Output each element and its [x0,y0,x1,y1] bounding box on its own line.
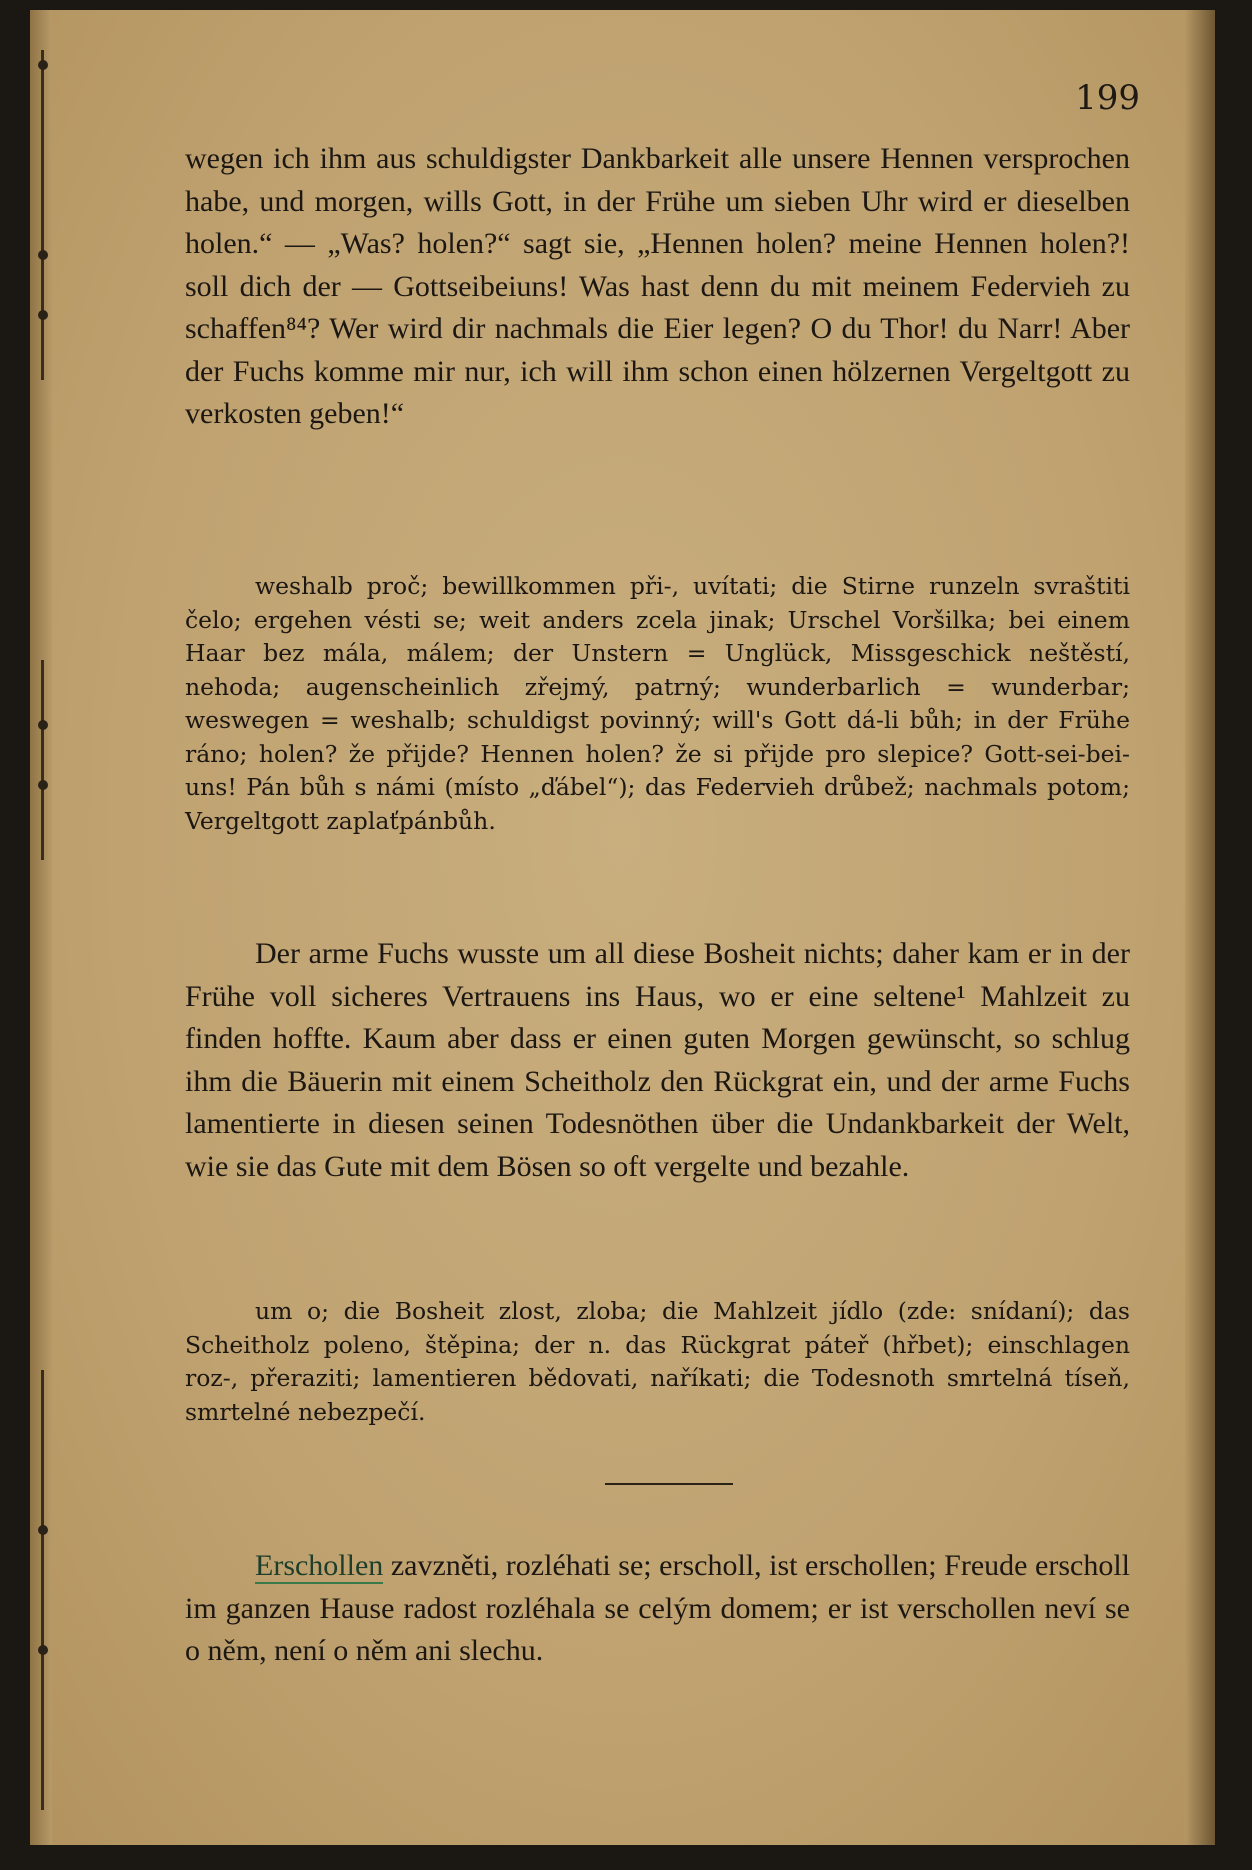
gutter-line [41,50,44,380]
passage-1-text: wegen ich ihm aus schuldigster Dankbarkeit alle unsere Hennen versprochen habe, und morgen, wills Gott, in der Frühe um sieben Uhr wird er dieselben holen.“ — „Was? holen?“ sagt sie, „Hennen holen? meine Hennen holen?! soll dich der — Gottseibeiuns! Was hast denn du mit meinem Federvieh zu schaffen⁸⁴? Wer wird dir nachmals die Eier legen? O du Thor! du Narr! Aber der Fuchs komme mir nur, ich will ihm schon einen hölzernen Vergeltgott zu verkosten geben!“ [185,142,1130,430]
gutter-mark [38,1645,48,1655]
definition-paragraph [185,1545,1130,1673]
passage-2-text: Der arme Fuchs wusste um all diese Bosheit nichts; daher kam er in der Frühe voll sicheres Vertrauens ins Haus, wo er eine seltene¹ Mahlzeit zu finden hoffte. Kaum aber dass er einen guten Morgen gewünscht, so schlug ihm die Bäuerin mit einem Scheitholz den Rückgrat ein, und der arme Fuchs lamentierte in diesen seinen Todesnöthen über die Undankbarkeit der Welt, wie sie das Gute mit dem Bösen so oft vergelte und bezahle. [185,937,1130,1183]
gutter-mark [38,720,48,730]
definition-text: zavzněti, rozléhati se; erscholl, ist erschollen; Freude erscholl im ganzen Hause radost rozléhala se celým domem; er ist verschollen neví se o něm, není o něm ani slechu. [185,1549,1130,1667]
gutter-mark [38,250,48,260]
page-right-edge [1185,10,1215,1845]
definition-term: Erschollen [255,1549,384,1582]
vocabulary-notes-1 [185,570,1130,838]
gutter-line [41,660,44,860]
page-number: 199 [1075,78,1140,118]
gutter-mark [38,780,48,790]
gutter-mark [38,310,48,320]
gutter-mark [38,1525,48,1535]
vocabulary-notes-2 [185,1295,1130,1429]
section-divider [605,1483,733,1485]
passage-2 [185,933,1130,1188]
definition-entry [185,1545,1130,1673]
passage-1 [185,138,1130,436]
vocab-1-text: weshalb proč; bewillkommen při-, uvítati; die Stirne runzeln svraštiti čelo; ergehen vésti se; weit anders zcela jinak; Urschel Voršilka; bei einem Haar bez mála, málem; der Unstern = Unglück, Missgeschick neštěstí, nehoda; augenscheinlich zřejmý, patrný; wunderbarlich = wunderbar; weswegen = weshalb; schuldigst povinný; will's Gott dá-li bůh; in der Frühe ráno; holen? že přijde? Hennen holen? že si přijde pro slepice? Gott-sei-bei-uns! Pán bůh s námi (místo „ďábel“); das Federvieh drůbež; nachmals potom; Vergeltgott zaplaťpánbůh. [185,572,1130,835]
book-page [30,10,1215,1845]
vocab-2-text: um o; die Bosheit zlost, zloba; die Mahlzeit jídlo (zde: snídaní); das Scheitholz poleno, štěpina; der n. das Rückgrat páteř (hřbet); einschlagen roz-, přeraziti; lamentieren bědovati, naříkati; die Todesnoth smrtelná tíseň, smrtelné nebezpečí. [185,1297,1130,1426]
gutter-line [41,1370,44,1810]
gutter-mark [38,60,48,70]
